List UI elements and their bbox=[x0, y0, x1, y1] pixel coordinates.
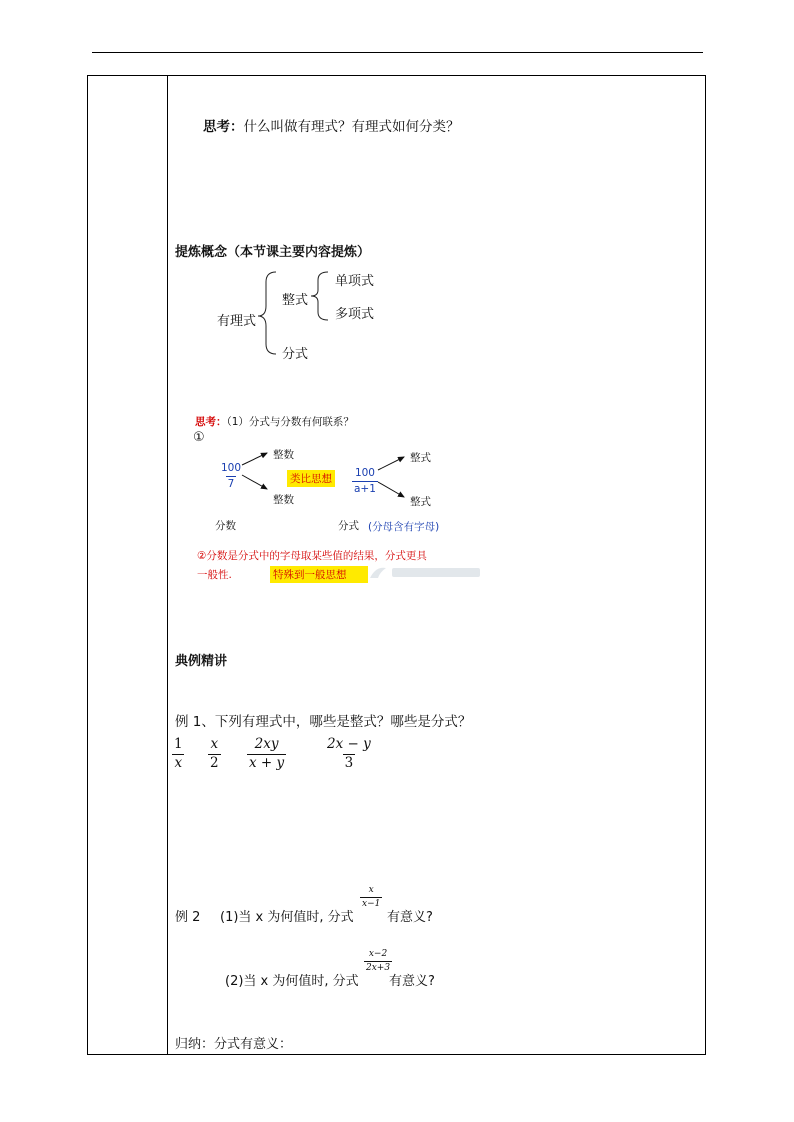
tree-root-rational: 有理式 bbox=[217, 314, 257, 329]
think-text: 什么叫做有理式？有理式如何分类？ bbox=[243, 119, 460, 135]
think-question-2 bbox=[195, 414, 354, 429]
think2-label: 思考： bbox=[195, 416, 227, 428]
example2-part2-post: 有意义? bbox=[389, 974, 435, 989]
arrow-icon bbox=[242, 475, 267, 489]
top-left-integer: 整数 bbox=[273, 449, 294, 461]
point2-line1: ②分数是分式中的字母取某些值的结果，分式更具 bbox=[197, 550, 427, 562]
think2-question: （1）分式与分数有何联系？ bbox=[226, 416, 354, 428]
logo-watermark bbox=[366, 564, 484, 582]
example1-text: 例 1、下列有理式中，哪些是整式？哪些是分式？ bbox=[175, 714, 472, 730]
curly-brace-icon bbox=[258, 272, 276, 354]
special-general-badge: 特殊到一般思想 bbox=[270, 566, 368, 583]
example1-fraction-3: $\frac{2xy}{x + y}$ bbox=[249, 736, 285, 771]
circle-one-marker: ① bbox=[193, 430, 205, 445]
summary-line: 归纳：分式有意义： bbox=[175, 1037, 293, 1052]
example2-part2-pre: (2)当 x 为何值时, 分式 bbox=[225, 974, 359, 989]
top-right-polynomial: 整式 bbox=[410, 452, 431, 464]
example2-part1-post: 有意义? bbox=[387, 910, 433, 925]
example1-fraction-2: $\frac{x}{2}$ bbox=[210, 736, 219, 771]
example2-fraction-2: $\frac{x-2}{2x+3}$ bbox=[366, 949, 391, 973]
fraction-100-over-7: $\frac{100}{7}$ bbox=[221, 462, 242, 490]
example2-label: 例 2 bbox=[175, 910, 201, 925]
point2-line2: 一般性. bbox=[197, 569, 232, 581]
examples-title: 典例精讲 bbox=[175, 654, 228, 669]
think-label: 思考： bbox=[203, 119, 244, 135]
tree-monomial: 单项式 bbox=[335, 274, 375, 289]
fraction-100-over-a-plus-1: $\frac{100}{a+1}$ bbox=[354, 467, 376, 495]
denominator-note: (分母含有字母) bbox=[368, 521, 440, 533]
analogy-badge: 类比思想 bbox=[287, 470, 335, 487]
example1-fraction-4: $\frac{2x - y}{3}$ bbox=[327, 736, 371, 771]
tree-polynomial: 多项式 bbox=[335, 307, 375, 322]
arrow-icon bbox=[378, 457, 404, 470]
concept-title: 提炼概念（本节课主要内容提炼） bbox=[175, 245, 371, 260]
curly-brace-icon bbox=[311, 272, 328, 320]
bottom-right-polynomial: 整式 bbox=[410, 496, 431, 508]
bottom-left-integer: 整数 bbox=[273, 494, 294, 506]
example2-part1-pre: (1)当 x 为何值时, 分式 bbox=[220, 910, 354, 925]
arrow-icon bbox=[378, 482, 404, 497]
example1-fraction-1: $\frac{1}{x}$ bbox=[174, 736, 183, 771]
example2-fraction-1: $\frac{x}{x-1}$ bbox=[362, 885, 381, 909]
tree-fractional: 分式 bbox=[282, 347, 309, 362]
arrow-icon bbox=[242, 453, 267, 465]
label-fraction: 分数 bbox=[215, 520, 236, 532]
tree-integral: 整式 bbox=[282, 293, 309, 308]
label-fractional: 分式 bbox=[338, 520, 359, 532]
